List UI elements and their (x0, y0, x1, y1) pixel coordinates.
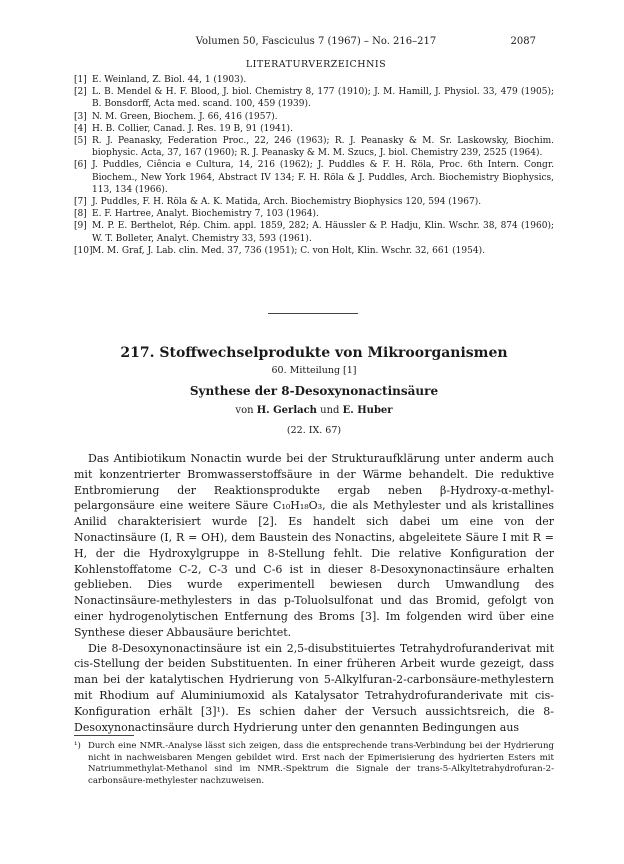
reference-text: R. J. Peanasky, Federation Proc., 22, 246 (1963); R. J. Peanasky & M. Sr. Laskowsky, Biochim. biophysic. Acta, 37, 167 (1960); R. J. Peanasky & M. M. Szucs, J. biol. Chemistry 239, 2525 (1964). (92, 136, 554, 159)
reference-number: [3] (74, 111, 87, 122)
reference-item (74, 220, 554, 244)
reference-text: E. F. Hartree, Analyt. Biochemistry 7, 103 (1964). (92, 209, 319, 220)
author-name: E. Huber (342, 405, 393, 416)
authors-conjunction: und (320, 405, 340, 416)
series-note: 60. Mitteilung [1] (271, 365, 357, 376)
reference-number: [1] (74, 75, 87, 85)
author-line (74, 405, 554, 416)
reference-item (74, 123, 554, 135)
reference-text: J. Puddles, F. H. Röla & A. K. Matida, Arch. Biochemistry Biophysics 120, 594 (1967). (92, 197, 482, 208)
reference-number: [9] (74, 221, 87, 232)
received-date: (22. IX. 67) (286, 425, 342, 436)
reference-item (74, 74, 554, 86)
author-name: H. Gerlach (256, 405, 317, 416)
page-number: 2087 (510, 36, 536, 47)
article-body (74, 451, 554, 735)
section-divider (268, 313, 358, 314)
reference-item (74, 208, 554, 220)
body-paragraph: Das Antibiotikum Nonactin wurde bei der Strukturaufklärung unter anderm auch mit konzentrierter Bromwasserstoffsäure in der Wärme behandelt. Die reduktive Entbromierung der Reaktionsprodukte ergab neben β-Hydroxy-α-methyl-pelargonsäure eine weitere Säure C₁₀H₁₈O₃, die als Methylester und als kristallines Anilid charakterisiert wurde [2]. Es handelt sich dabei um eine von der Nonactinsäure (I, R = OH), dem Baustein des Nonactins, abgeleitete Säure I mit R = H, der die Hydroxylgruppe in 8-Stellung fehlt. Die relative Konfiguration der Kohlenstoffatome C-2, C-3 und C-6 ist in dieser 8-Desoxynonactinsäure erhalten geblieben. Dies wurde experimentell bewiesen durch Umwandlung des Nonactinsäure-methylesters in das p-Toluolsulfonat und das Bromid, gefolgt von einer hydrogenolytischen Entfernung des Broms [3]. Im folgenden wird über eine Synthese dieser Abbausäure berichtet. (74, 452, 554, 639)
article-title: 217. Stoffwechselprodukte von Mikroorganismen (120, 345, 508, 361)
reference-item (74, 245, 554, 257)
reference-item (74, 86, 554, 110)
journal-volume: Volumen 50, Fasciculus 7 (1967) – No. 216–217 (195, 36, 437, 47)
reference-number: [5] (74, 136, 87, 147)
footnote-rule (74, 735, 134, 736)
reference-text: E. Weinland, Z. Biol. 44, 1 (1903). (92, 75, 247, 85)
footnote (74, 741, 554, 787)
references-heading: LITERATURVERZEICHNIS (245, 59, 387, 70)
reference-item (74, 159, 554, 196)
footnote-marker: ¹) (74, 741, 81, 751)
reference-text: M. M. Graf, J. Lab. clin. Med. 37, 736 (1951); C. von Holt, Klin. Wschr. 32, 661 (1954). (92, 245, 485, 256)
reference-item (74, 135, 554, 159)
reference-number: [10] (74, 245, 93, 256)
reference-number: [7] (74, 197, 87, 208)
reference-text: L. B. Mendel & H. F. Blood, J. biol. Chemistry 8, 177 (1910); J. M. Hamill, J. Physiol. 33, 479 (1905); B. Bonsdorff, Acta med. scand. 100, 459 (1939). (92, 87, 554, 110)
reference-text: H. B. Collier, Canad. J. Res. 19 B, 91 (1941). (92, 123, 293, 134)
authors-prefix: von (235, 405, 254, 416)
reference-number: [6] (74, 160, 87, 171)
reference-list (74, 74, 554, 257)
reference-text: N. M. Green, Biochem. J. 66, 416 (1957). (92, 111, 278, 122)
footnote-text: Durch eine NMR.-Analyse lässt sich zeigen, dass die entsprechende trans-Verbindung bei der Hydrierung nicht in nachweisbaren Mengen gebildet wird. Erst nach der Epimerisierung des hydrierten Esters mit Natriummethylat-Methanol sind im NMR.-Spektrum die Signale der trans-5-Alkyltetrahydrofuran-2-carbonsäure-methylester nachzuweisen. (88, 741, 554, 786)
article-subtitle: Synthese der 8-Desoxynonactinsäure (189, 384, 439, 398)
reference-text: J. Puddles, Ciência e Cultura, 14, 216 (1962); J. Puddles & F. H. Röla, Proc. 6th Intern. Congr. Biochem., New York 1964, Abstract IV 134; F. H. Röla & J. Puddles, Arch. Biochemistry Biophysics, 113, 134 (1966). (92, 160, 554, 195)
reference-item (74, 196, 554, 208)
reference-text: M. P. E. Berthelot, Rép. Chim. appl. 1859, 282; A. Häussler & P. Hadju, Klin. Wschr. 38, 874 (1960); W. T. Bolleter, Analyt. Chemistry 33, 593 (1961). (92, 221, 554, 244)
reference-number: [2] (74, 87, 87, 98)
body-paragraph: Die 8-Desoxynonactinsäure ist ein 2,5-disubstituiertes Tetrahydrofuranderivat mit cis-Stellung der beiden Substituenten. In einer früheren Arbeit wurde gezeigt, dass man bei der katalytischen Hydrierung von 5-Alkylfuran-2-carbonsäure-methylestern mit Rhodium auf Aluminiumoxid als Katalysator Tetrahydrofuranderivate mit cis-Konfiguration erhält [3]¹). Es schien daher der Versuch aussichtsreich, die 8-Desoxynonactinsäure durch Hydrierung unter den genannten Bedingungen aus (74, 641, 554, 734)
reference-number: [8] (74, 209, 87, 220)
reference-number: [4] (74, 123, 87, 134)
reference-item (74, 111, 554, 123)
